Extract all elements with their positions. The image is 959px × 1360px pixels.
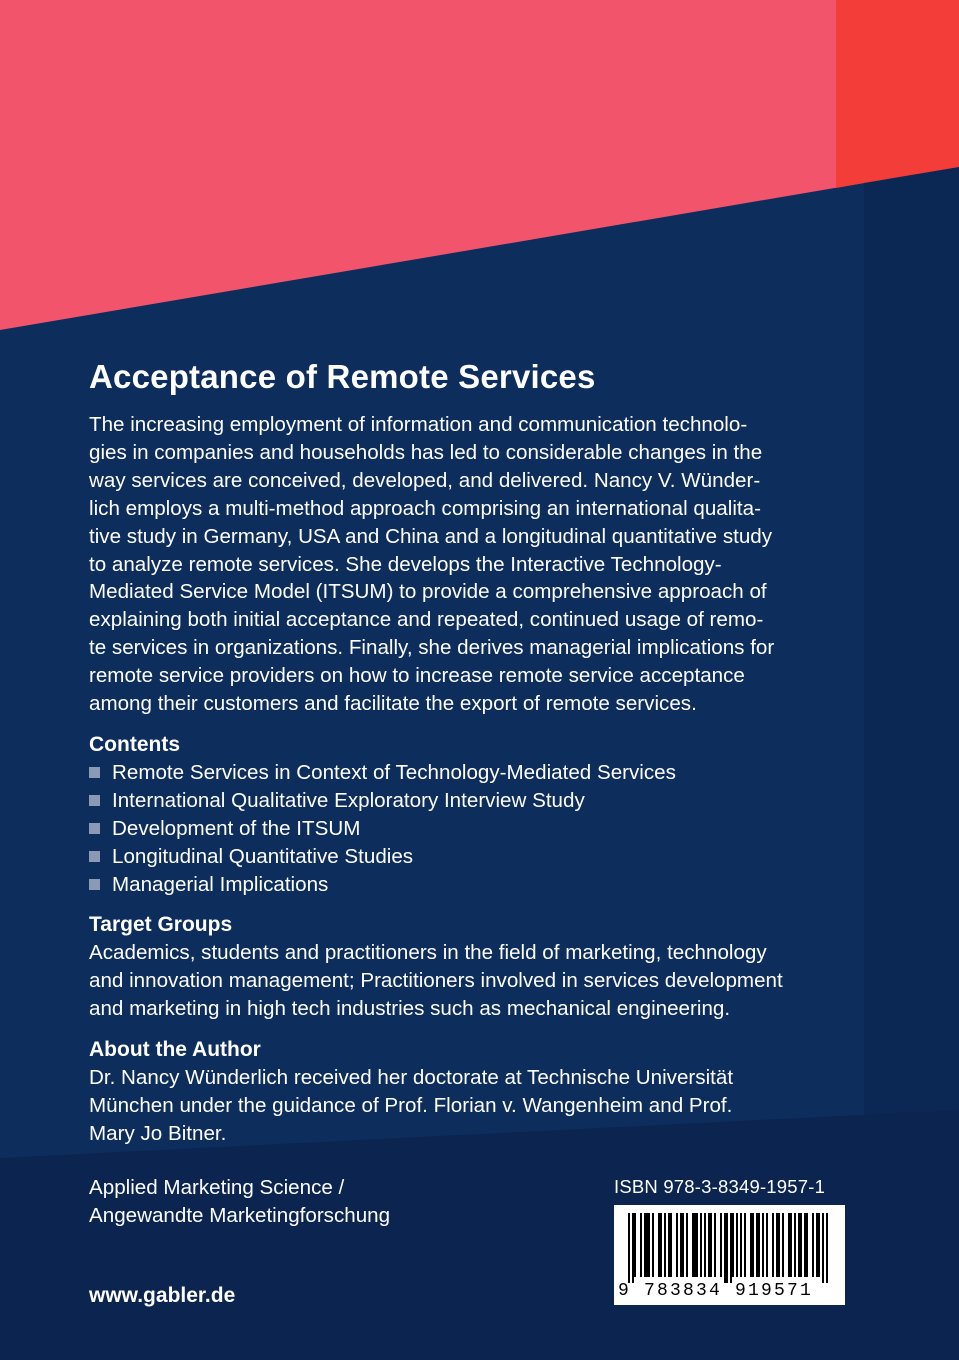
square-bullet-icon (89, 851, 100, 862)
publisher-url[interactable]: www.gabler.de (89, 1284, 236, 1307)
target-groups-heading: Target Groups (89, 913, 233, 936)
barcode-bar (816, 1213, 818, 1277)
barcode-bar (806, 1213, 808, 1277)
contents-item (89, 871, 676, 899)
barcode-bar (700, 1213, 702, 1277)
series-name (89, 1174, 390, 1230)
about-author-text (89, 1064, 733, 1148)
book-title: Acceptance of Remote Services (89, 358, 596, 395)
barcode-bar (668, 1213, 670, 1277)
barcode-bar (762, 1213, 764, 1277)
barcode-bar (660, 1213, 662, 1277)
contents-item (89, 787, 676, 815)
contents-item (89, 843, 676, 871)
barcode-bar (788, 1213, 790, 1277)
about-author-line: Mary Jo Bitner. (89, 1121, 227, 1145)
about-author-heading: About the Author (89, 1038, 261, 1061)
target-groups-line: and innovation management; Practitioners involved in services development (89, 968, 783, 992)
barcode-bar (826, 1213, 828, 1283)
barcode-bar (694, 1213, 696, 1277)
barcode-bar (634, 1213, 636, 1277)
square-bullet-icon (89, 823, 100, 834)
description-line: to analyze remote services. She develops the Interactive Technology- (89, 552, 722, 576)
description-line: among their customers and facilitate the export of remote services. (89, 692, 697, 716)
barcode-bar (744, 1213, 746, 1277)
description-line: The increasing employment of information and communication technolo- (89, 413, 748, 436)
description-line: te services in organizations. Finally, she derives managerial implications for (89, 636, 775, 660)
barcode-bar (632, 1213, 634, 1283)
series-line: Applied Marketing Science / (89, 1176, 345, 1199)
barcode-bar (782, 1213, 784, 1277)
barcode-bar (648, 1213, 650, 1277)
isbn-label: ISBN 978-3-8349-1957-1 (614, 1176, 826, 1197)
contents-item-label: International Qualitative Exploratory Interview Study (112, 788, 585, 812)
barcode-bar (804, 1213, 806, 1277)
barcode-bar (726, 1213, 728, 1283)
barcode-bar (730, 1213, 732, 1283)
barcode-bar (772, 1213, 774, 1277)
contents-item-label: Development of the ITSUM (112, 816, 361, 840)
barcode-bar (800, 1213, 802, 1277)
description-line: Mediated Service Model (ITSUM) to provide a comprehensive approach of (89, 580, 767, 604)
target-groups-line: and marketing in high tech industries such as mechanical engineering. (89, 996, 731, 1020)
book-description (89, 411, 774, 718)
barcode-bar (798, 1213, 800, 1277)
barcode-bar (758, 1213, 760, 1277)
barcode-bar (776, 1213, 778, 1277)
barcode-bar (628, 1213, 630, 1283)
barcode-digits: 9 783834 919571 (618, 1281, 814, 1301)
description-line: gies in companies and households has led to considerable changes in the (89, 440, 763, 464)
description-line: way services are conceived, developed, and delivered. Nancy V. Wünder- (89, 468, 761, 492)
contents-item-label: Remote Services in Context of Technology-Mediated Services (112, 760, 676, 784)
barcode-bar (652, 1213, 654, 1277)
barcode-bar (812, 1213, 814, 1277)
description-line: tive study in Germany, USA and China and a longitudinal quantitative study (89, 524, 773, 548)
barcode-bar (682, 1213, 684, 1277)
square-bullet-icon (89, 795, 100, 806)
barcode-bar (794, 1213, 796, 1277)
contents-item-label: Managerial Implications (112, 872, 329, 896)
barcode-bar (740, 1213, 742, 1277)
barcode-bar (710, 1213, 712, 1277)
contents-item-label: Longitudinal Quantitative Studies (112, 844, 414, 868)
barcode-bar (692, 1213, 694, 1277)
barcode-bar (720, 1213, 722, 1277)
contents-list (89, 759, 676, 898)
barcode-bar (646, 1213, 648, 1277)
barcode-bar (676, 1213, 678, 1277)
barcode-bar (686, 1213, 688, 1277)
barcode-bar (766, 1213, 768, 1277)
about-author-line: Dr. Nancy Wünderlich received her doctorate at Technische Universität (89, 1066, 734, 1089)
barcode-bar (750, 1213, 752, 1277)
barcode-bar (658, 1213, 660, 1277)
barcode-bar (644, 1213, 646, 1277)
barcode-bar (708, 1213, 710, 1277)
red-shape (836, 0, 959, 197)
barcode-bar (714, 1213, 716, 1277)
barcode-bar (640, 1213, 642, 1277)
barcode-bar (732, 1213, 734, 1277)
square-bullet-icon (89, 879, 100, 890)
contents-heading: Contents (89, 733, 180, 756)
barcode-bar (778, 1213, 780, 1277)
barcode-bar (724, 1213, 726, 1283)
barcode-bar (664, 1213, 666, 1277)
barcode-bar (670, 1213, 672, 1277)
series-line: Angewandte Marketingforschung (89, 1204, 391, 1227)
target-groups-text (89, 939, 783, 1023)
barcode-bar (756, 1213, 758, 1277)
target-groups-line: Academics, students and practitioners in the field of marketing, technology (89, 941, 767, 964)
barcode-bar (790, 1213, 792, 1277)
barcode (614, 1205, 845, 1305)
description-line: lich employs a multi-method approach comprising an international qualita- (89, 496, 761, 520)
barcode-bar (680, 1213, 682, 1277)
barcode-bar (704, 1213, 706, 1277)
description-line: remote service providers on how to increase remote service acceptance (89, 664, 745, 688)
barcode-bar (736, 1213, 738, 1277)
barcode-bar (752, 1213, 754, 1277)
description-line: explaining both initial acceptance and repeated, continued usage of remo- (89, 608, 764, 632)
barcode-bar (818, 1213, 820, 1277)
barcode-bar (696, 1213, 698, 1277)
about-author-line: München under the guidance of Prof. Florian v. Wangenheim and Prof. (89, 1093, 733, 1117)
contents-item (89, 759, 676, 787)
barcode-bar (822, 1213, 824, 1283)
square-bullet-icon (89, 767, 100, 778)
contents-item (89, 815, 676, 843)
